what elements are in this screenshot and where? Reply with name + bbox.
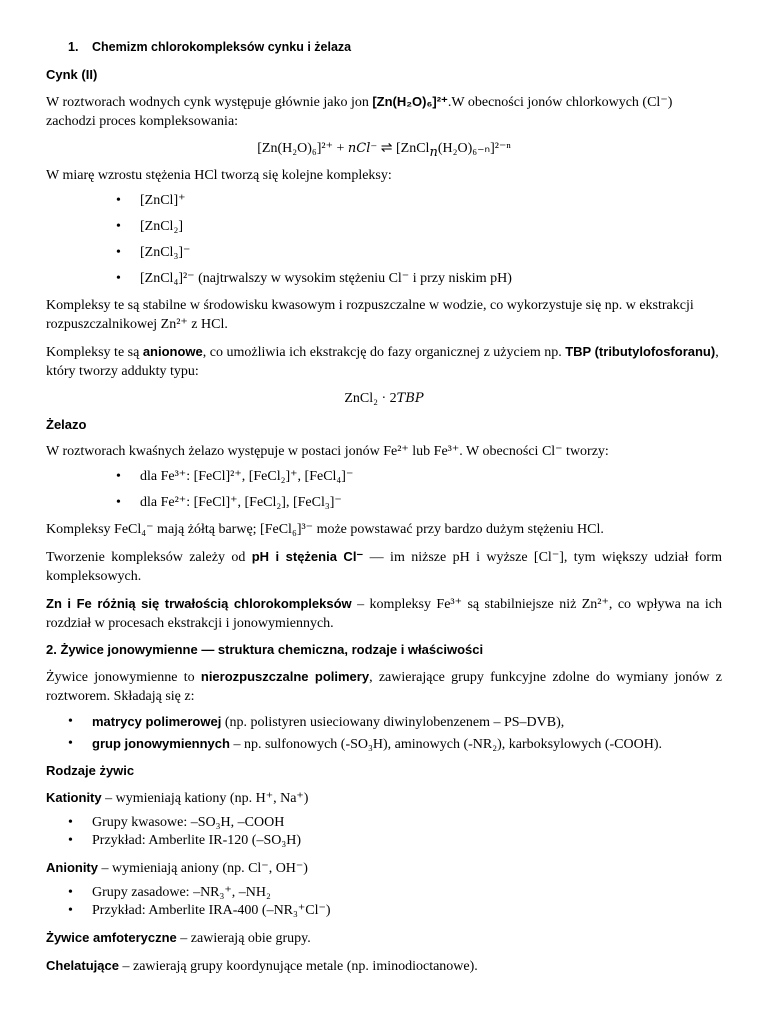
section-1-title <box>68 38 722 56</box>
resin-types-heading: Rodzaje żywic <box>46 763 135 778</box>
eq-part: (H₂O)₆₋ₙ]²⁻ⁿ <box>437 141 511 156</box>
bold-term: Zn i Fe różnią się trwałością chlorokompleksów <box>46 596 352 611</box>
chelating-line <box>46 956 722 976</box>
list-item: • [ZnCl]⁺ <box>46 191 722 210</box>
text-run: Kompleksy te są <box>46 345 143 360</box>
bold-term: Anionity <box>46 860 98 875</box>
text-run: – zawierają grupy koordynujące metale (np. iminodioctanowe). <box>118 959 478 974</box>
eq-part: n <box>429 144 438 160</box>
bold-term: TBP (tributylofosforanu) <box>565 344 716 359</box>
list-item <box>46 712 722 732</box>
resin-parts-list <box>46 712 722 754</box>
zinc-intro-paragraph <box>46 92 722 131</box>
list-item: • Przykład: Amberlite IR-120 (–SO₃H) <box>46 832 722 850</box>
section-title-text: Chemizm chlorokompleksów cynku i żelaza <box>92 40 352 54</box>
zinc-complex-list <box>46 191 722 288</box>
bold-term: Kationity <box>46 790 102 805</box>
text-run: (np. polistyren usieciowany diwinylobenzenem – PS–DVB), <box>221 715 565 730</box>
list-item: • dla Fe²⁺: [FeCl]⁺, [FeCl₂], [FeCl₃]⁻ <box>46 493 722 512</box>
zinc-series-intro: W miarę wzrostu stężenia HCl tworzą się kolejne kompleksy: <box>46 168 392 183</box>
zn-fe-difference-paragraph <box>46 594 722 633</box>
bold-term: matrycy polimerowej <box>92 714 222 729</box>
bold-term: pH i stężenia Cl⁻ <box>251 549 364 564</box>
zinc-anionic-paragraph <box>46 342 722 381</box>
bold-term: grup jonowymiennych <box>92 736 230 751</box>
amphoteric-line <box>46 928 722 948</box>
iron-complex-list <box>46 467 722 512</box>
iron-intro: W roztworach kwaśnych żelazo występuje w postaci jonów Fe²⁺ lub Fe³⁺. W obecności Cl⁻ tworzy: <box>46 444 609 459</box>
bold-term: nierozpuszczalne polimery <box>200 669 370 684</box>
text-run: – kompleksy Fe³⁺ są stabilniejsze niż Zn²⁺, co wpływa na ich rozdział w procesach ekstrakcji i jonowymiennych. <box>46 597 722 631</box>
bold-term: anionowe <box>142 344 203 359</box>
list-item <box>46 734 722 754</box>
list-item: • dla Fe³⁺: [FeCl]²⁺, [FeCl₂]⁺, [FeCl₄]⁻ <box>46 467 722 486</box>
text-run: – wymieniają kationy (np. H⁺, Na⁺) <box>101 791 309 806</box>
adduct-formula <box>46 389 722 408</box>
section-number: 1. <box>68 40 79 54</box>
text-run: — im niższe pH i wyższe [Cl⁻], tym większy udział form kompleksowych. <box>46 550 722 584</box>
list-item: • [ZnCl₂] <box>46 217 722 236</box>
anionites-line <box>46 858 722 878</box>
formula-part: ZnCl₂ · 2 <box>344 391 397 406</box>
text-run: Tworzenie kompleksów zależy od <box>46 550 252 565</box>
zinc-ion-bold: [Zn(H₂O)₆]²⁺ <box>372 94 448 109</box>
eq-part: nCl⁻ <box>347 141 378 156</box>
text-run: – wymieniają aniony (np. Cl⁻, OH⁻) <box>98 861 308 876</box>
cationites-line <box>46 788 722 808</box>
list-item: • [ZnCl₃]⁻ <box>46 243 722 262</box>
text-run: – zawierają obie grupy. <box>176 931 311 946</box>
bold-term: Chelatujące <box>46 958 119 973</box>
zinc-heading: Cynk (II) <box>46 67 98 82</box>
formula-part: TBP <box>396 391 424 406</box>
eq-part: ⇌ [ZnCl <box>377 141 430 156</box>
list-item: • [ZnCl₄]²⁻ (najtrwalszy w wysokim stężeniu Cl⁻ i przy niskim pH) <box>46 269 722 288</box>
resin-intro-paragraph <box>46 667 722 706</box>
iron-color-note: Kompleksy FeCl₄⁻ mają żółtą barwę; [FeCl₆]³⁻ może powstawać przy bardzo dużym stężeniu HCl. <box>46 522 604 537</box>
section-2-title: 2. Żywice jonowymienne — struktura chemiczna, rodzaje i właściwości <box>46 642 484 657</box>
bold-term: Żywice amfoteryczne <box>46 930 177 945</box>
iron-heading: Żelazo <box>46 417 87 432</box>
text-run: , co umożliwia ich ekstrakcję do fazy organicznej z użyciem np. <box>202 345 566 360</box>
cationites-list <box>46 814 722 850</box>
text-run: , zawierające grupy funkcyjne zdolne do wymiany jonów z roztworem. Składają się z: <box>46 670 723 704</box>
zinc-stability-paragraph: Kompleksy te są stabilne w środowisku kwasowym i rozpuszczalne w wodzie, co wykorzystuje się np. w ekstrakcji rozpuszczalnikowej Zn²⁺ z HCl. <box>46 298 694 332</box>
iron-dependence-paragraph <box>46 547 722 586</box>
eq-part: [Zn(H₂O)₆]²⁺ + <box>257 141 348 156</box>
anionites-list <box>46 884 722 920</box>
text-run: Żywice jonowymienne to <box>46 670 201 685</box>
text-run: W roztworach wodnych cynk występuje głównie jako jon <box>46 95 373 110</box>
text-run: .W obecności jonów chlorkowych (Cl⁻) zachodzi proces kompleksowania: <box>46 95 673 129</box>
list-item: • Grupy kwasowe: –SO₃H, –COOH <box>46 814 722 832</box>
text-run: , który tworzy addukty typu: <box>46 345 719 379</box>
text-run: – np. sulfonowych (-SO₃H), aminowych (-NR₂), karboksylowych (-COOH). <box>229 737 662 752</box>
list-item: • Grupy zasadowe: –NR₃⁺, –NH₂ <box>46 884 722 902</box>
list-item: • Przykład: Amberlite IRA-400 (–NR₃⁺Cl⁻) <box>46 902 722 920</box>
document-page <box>46 38 722 984</box>
complexation-equation <box>46 139 722 158</box>
